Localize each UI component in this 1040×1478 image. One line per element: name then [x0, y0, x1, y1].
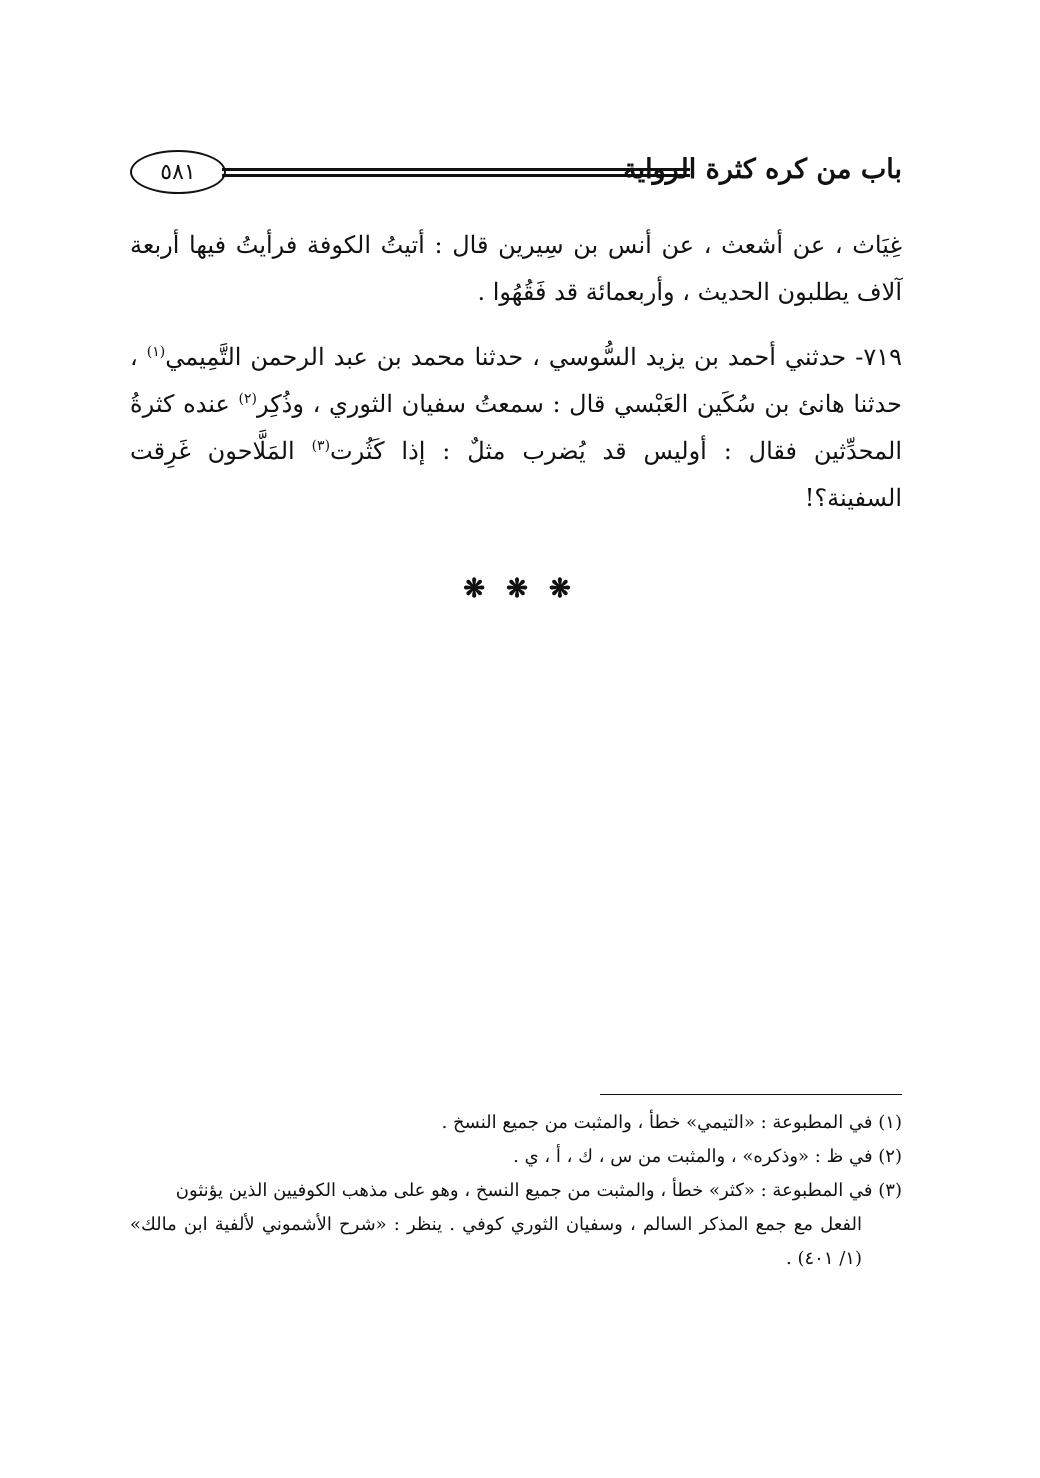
paragraph-719-part-d: المَلَّاحون غَرِقت السفينة؟! — [130, 437, 902, 512]
chapter-title: باب من كره كثرة الرواية — [623, 154, 902, 185]
footnote-ref-2[interactable]: (٢) — [238, 391, 257, 407]
footnote-ref-3[interactable]: (٣) — [311, 438, 331, 454]
paragraph-719-part-b: ، حدثنا هانئ بن سُكَين العَبْسي قال : سمعتُ سفيان الثوري ، وذُكِر — [130, 343, 902, 418]
footnote-3-continuation: الفعل مع جمع المذكر السالم ، وسفيان الثوري كوفي . ينظر : «شرح الأشموني لألفية ابن مالك» (١/ ٤٠١) . — [130, 1214, 862, 1269]
paragraph-719 — [130, 334, 902, 522]
paragraph-1: غِيَاث ، عن أشعث ، عن أنس بن سِيرين قال : أتيتُ الكوفة فرأيتُ فيها أربعة آلاف يطلبون الحديث ، وأربعمائة قد فَقُهُوا . — [130, 231, 902, 306]
paragraph-719-part-a: حدثني أحمد بن يزيد السُّوسي ، حدثنا محمد بن عبد الرحمن التَّمِيمي — [165, 343, 856, 371]
section-separator: ❋ ❋ ❋ — [463, 574, 577, 604]
page-number: ٥٨١ — [130, 150, 226, 194]
hadith-number: ٧١٩- — [855, 343, 902, 371]
paragraph-719-part-c: عنده كثرةُ المحدِّثين فقال : أوليس قد يُضرب مثلٌ : إذا كَثُرت — [130, 390, 902, 465]
page-header — [130, 150, 902, 200]
footnote-3: (٣) في المطبوعة : «كثر» خطأ ، والمثبت من جميع النسخ ، وهو على مذهب الكوفيين الذين يؤنثون — [175, 1180, 902, 1201]
main-text — [130, 222, 902, 522]
header-double-rule — [222, 168, 690, 177]
footnote-ref-1[interactable]: (١) — [146, 344, 166, 360]
footnotes — [130, 1106, 902, 1276]
footnote-2: (٢) في ظ : «وذكره» ، والمثبت من س ، ك ، أ ، ي . — [513, 1146, 902, 1167]
footnote-rule — [600, 1094, 902, 1095]
footnote-1: (١) في المطبوعة : «التيمي» خطأ ، والمثبت من جميع النسخ . — [441, 1112, 902, 1133]
